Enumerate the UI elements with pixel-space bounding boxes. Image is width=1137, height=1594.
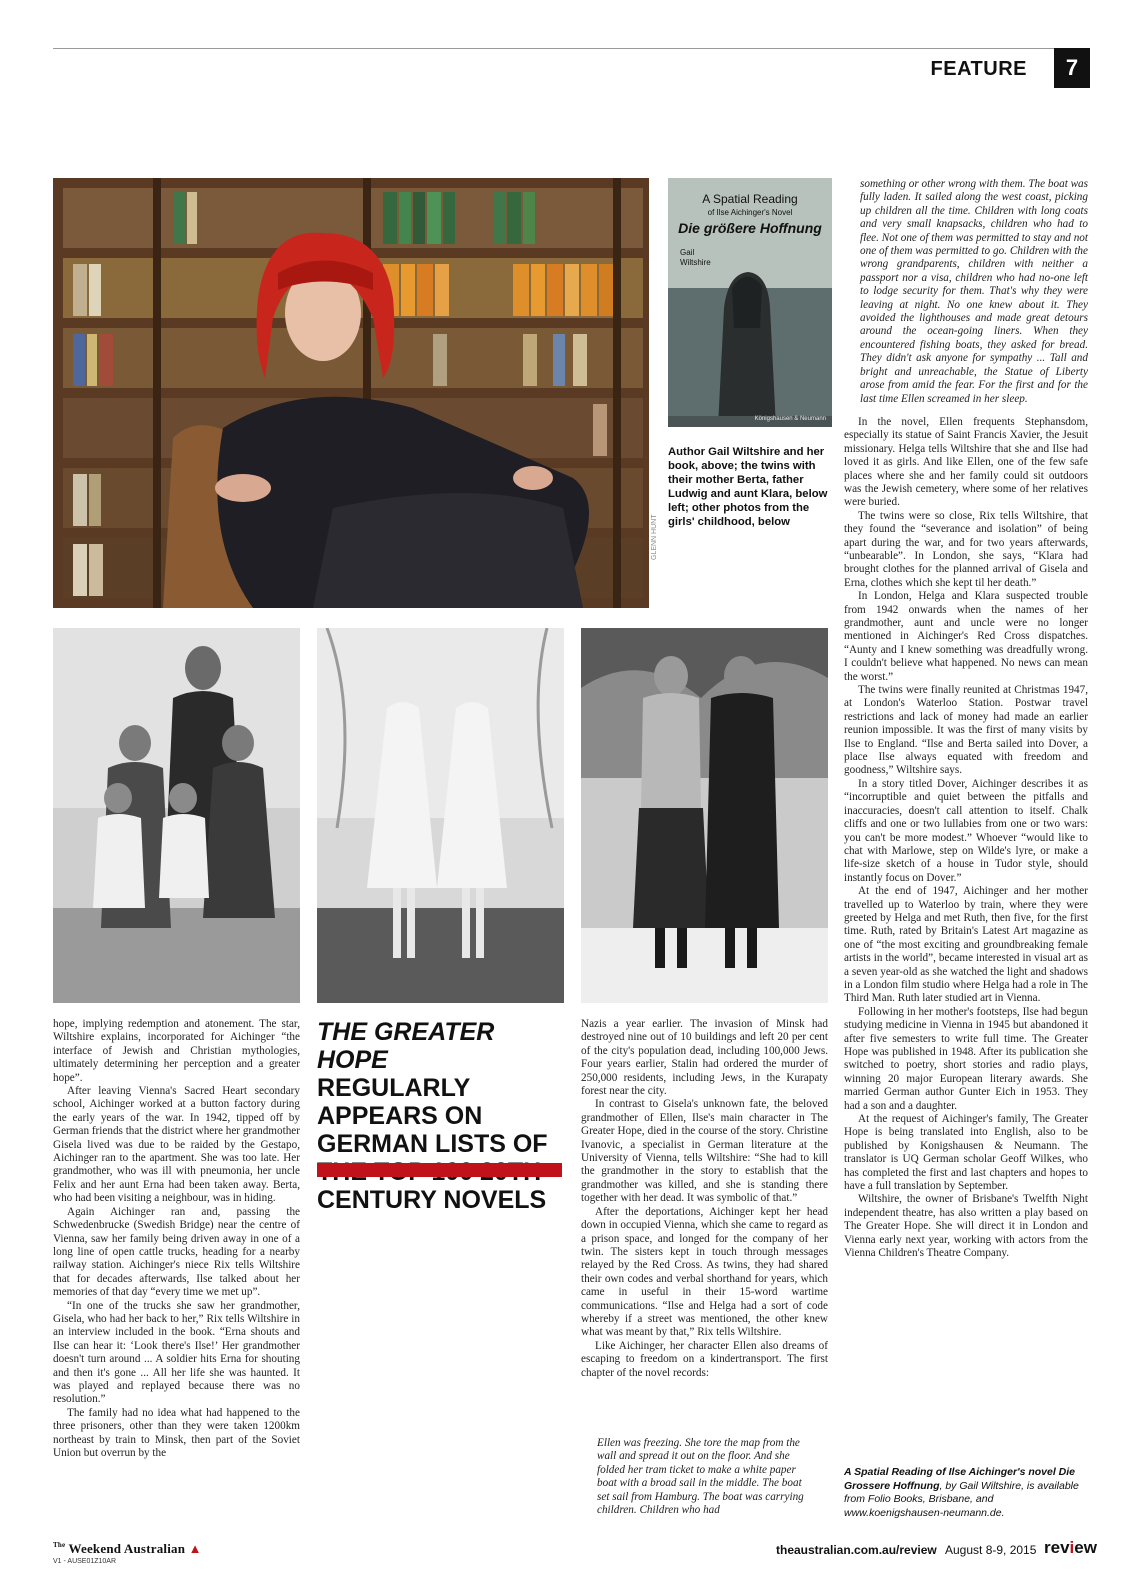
body-paragraph: After leaving Vienna's Sacred Heart secondary school, Aichinger worked at a button factory during the early years of the war. In 1942, tipped off by German friends that the district where her grandmother Gisela lived was due to be raided by the Gestapo, Aichinger ran to the apartment. She was too late. Her grandmother, who was ill with pneumonia, her uncle Felix and her aunt Erna had been taken away. Berta, who had been visiting a neighbour, was in hiding. [53,1085,300,1205]
body-column-4 [844,178,1088,1261]
body-paragraph: Like Aichinger, her character Ellen also dreams of escaping to freedom on a kindertransport. The first chapter of the novel records: [581,1339,828,1379]
review-logo [1044,1538,1097,1558]
footer-date: August 8-9, 2015 [945,1543,1037,1557]
book-details-footnote [844,1466,1088,1520]
body-paragraph: In contrast to Gisela's unknown fate, the beloved grandmother of Ellen, Ilse's main character in The Greater Hope, died in the course of the story. Christine Ivanovic, a specialist in German literature at the University of Vienna, tells Wiltshire: “She had to kill the grandmother in the story to establish that the grandmother was killed, and she is standing there together with her dead. It was symbolic of that.” [581,1098,828,1205]
review-logo-i: i [1069,1538,1075,1557]
masthead-logo [53,1541,202,1557]
pull-quote-text: REGULARLY APPEARS ON GERMAN LISTS OF CENTURY NOVELS [317,1074,548,1214]
logo-the: The [53,1541,66,1549]
body-paragraph: “In one of the trucks she saw her grandmother, Gisela, who had her back to her,” Rix tells Wiltshire in an interview included in the book. “Erna shouts and Ilse can hear it: ‘Look there's Ilse!’ Her grandmother doesn't turn around ... A soldier hits Erna for shouting and then it's gone ... All her life she was haunted. It was played and replayed because there was no resolution.” [53,1299,300,1406]
twins-snow-photo [581,628,828,1003]
footnote-text: , by Gail Wiltshire, is available from Folio Books, Brisbane, and www.koenigshausen-neumann.de. [844,1479,1079,1519]
book-title-line2: of Ilse Aichinger's Novel [707,208,793,217]
body-paragraph: In the novel, Ellen frequents Stephansdom, especially its statue of Saint Francis Xavier, the Jesuit missionary. Helga tells Wiltshire that she and Ilse had loved it as girls. And like Ellen, one of the few safe places where she and her family could sit outdoors was the Jewish cemetery, where some of her relatives were buried. [844,415,1088,509]
body-paragraph: The family had no idea what had happened to the three prisoners, other than they were taken 1200km northeast by train to Minsk, then part of the Soviet Union but overrun by the [53,1406,300,1459]
body-paragraph: Nazis a year earlier. The invasion of Minsk had destroyed nine out of 10 buildings and left 20 per cent of the city's population dead, including 100,000 Jews. Four years earlier, Stalin had ordered the murder of 250,000 residents, including Jews, in the Kurapaty forest near the city. [581,1018,828,1098]
book-author-line1: Gail [680,248,695,257]
body-column-3 [581,1018,828,1380]
novel-excerpt-continued: something or other wrong with them. The boat was fully laden. It sailed along the west coast, picking up children all the time. Children with long coats and very small knapsacks, children who had to flee. Not one of them was permitted to stay and not one of them was permitted to go. Children with the wrong grandparents, children with neither a passport nor a visa, children who had no-one left to lodge security for them. That's why they were leaving at night. No one knew about it. They avoided the lighthouses and made great detours around the ocean-going liners. When they encountered fishing boats, they asked for bread. They didn't ask anyone for sympathy ... Tall and bright and unreachable, the Statue of Liberty arose from amid the fear. For the first and for the last time Ellen screamed in her sleep. [860,178,1089,405]
novel-excerpt-start: Ellen was freezing. She tore the map from the wall and spread it out on the floor. And she folded her tram ticket to make a white paper boat with a broad sail in the middle. The boat set sail from Hamburg. The boat was carrying children. Children who had [597,1437,804,1517]
pull-quote-title: THE GREATER HOPE [317,1018,495,1074]
pull-quote-accent-bar [317,1163,562,1177]
body-paragraph: In a story titled Dover, Aichinger describes it as “incorruptible and quiet between the pitfalls and inaccuracies, doesn't call attention to itself. Chalk cliffs and one or two lullabies from one or two wars: you can't be more modest.” Whoever “would like to chat with Marlowe, step on Wilde's lyre, or make a life-size sketch of a house in Tudor style, should instantly focus on Dover.” [844,777,1088,884]
footnote-title: A Spatial Reading of Ilse Aichinger's novel Die Grossere Hoffnung [844,1466,1076,1492]
book-title-line1: A Spatial Reading [702,192,798,206]
pull-quote [317,1018,562,1214]
body-paragraph: hope, implying redemption and atonement. The star, Wiltshire explains, incorporated for Aichinger “the interface of Jewish and Christian mythologies, ultimately determining her perception and a greater hope”. [53,1018,300,1084]
page-number: 7 [1054,48,1090,88]
footer-url: theaustralian.com.au/review [776,1543,937,1557]
communion-twins-photo [317,628,564,1003]
logo-mark-icon: ▲ [188,1541,202,1556]
top-rule [53,48,1084,49]
book-publisher: Königshausen & Neumann [754,416,826,422]
body-paragraph: In London, Helga and Klara suspected trouble from 1942 onwards when the names of her grandmother, aunt and uncle were no longer mentioned in Aichinger's Red Cross dispatches. “Aunty and I knew something was dreadfully wrong. I couldn't believe what happened. No news can mean the worst.” [844,590,1088,683]
body-paragraph: The twins were finally reunited at Christmas 1947, at London's Waterloo Station. Postwar travel restrictions and lack of money had made an earlier reunion impossible. It was the first of many visits by Ilse to England. “Ilse and Berta sailed into Dover, a place Ilse always equated with freedom and goodness,” Wiltshire says. [844,684,1088,777]
body-paragraph: Wiltshire, the owner of Brisbane's Twelfth Night independent theatre, has also written a play based on The Greater Hope. She will direct it in London and Vienna early next year, working with actors from the Vienna Children's Theatre Company. [844,1193,1088,1260]
book-cover-image [668,178,832,427]
author-portrait-photo [53,178,649,608]
body-paragraph: At the request of Aichinger's family, The Greater Hope is being translated into English, also to be published by Konigshausen & Neumann. The translator is UQ German scholar Geoff Wilkes, who has completed the first and last chapters and hopes to have a full translation by September. [844,1113,1088,1193]
body-paragraph: At the end of 1947, Aichinger and her mother travelled up to Waterloo by train, where they were greeted by Helga and met Ruth, then five, for the first time. Ruth, rated by Britain's Latest Art magazine as one of “the most exciting and groundbreaking female artists in the world”, became interested in visual art as a seven year-old as she watched the light and shadows in a London film studio where Helga had a role in The Third Man. Ruth later studied art in Vienna. [844,885,1088,1005]
book-title-line3: Die größere Hoffnung [678,220,822,236]
edition-code: V1 - AUSE01Z10AR [53,1558,117,1565]
photo-credit: GLENN HUNT [651,514,658,560]
logo-name: Weekend Australian [68,1541,186,1556]
photo-caption: Author Gail Wiltshire and her book, above; the twins with their mother Berta, father Ludwig and aunt Klara, below left; other photos from the girls' childhood, below [668,446,828,528]
body-paragraph: After the deportations, Aichinger kept her head down in occupied Vienna, which she came to regard as a prison space, and longed for the company of her twin. The sisters kept in touch through messages relayed by the Red Cross. As twins, they had shared their own codes and verbal shorthand for years, which came in useful in their 15-word wartime communications. “Ilse and Helga had a sort of code whereby if a street was mentioned, the other knew what was meant by that,” Rix tells Wiltshire. [581,1205,828,1339]
section-label: FEATURE [930,58,1027,80]
review-logo-part2: ew [1074,1538,1097,1557]
review-logo-part1: rev [1044,1538,1070,1557]
body-column-1 [53,1018,300,1460]
body-paragraph: Again Aichinger ran and, passing the Schwedenbrucke (Swedish Bridge) near the centre of Vienna, saw her family being driven away in one of a long line of open cattle trucks, heading for a nearby railway station. Aichinger's niece Rix tells Wiltshire that for decades afterwards, Ilse talked about her memories of that day “every time we met up”. [53,1205,300,1299]
family-photo [53,628,300,1003]
body-paragraph: Following in her mother's footsteps, Ilse had begun studying medicine in Vienna in 1945 but abandoned it after five semesters to write full time. The Greater Hope was published in 1948. After its publication she switched to poetry, short stories and radio plays, winning 20 major European literary awards. She married German author Gunter Eich in 1953. They had a son and a daughter. [844,1005,1088,1112]
body-paragraph: The twins were so close, Rix tells Wiltshire, that they found the “severance and isolation” of being apart during the war, and for two years afterwards, “unbearable”. In London, she says, “Klara had brought clothes for the planned arrival of Gisela and Erna, clothes which she kept til her death.” [844,509,1088,589]
book-author-line2: Wiltshire [680,258,711,267]
